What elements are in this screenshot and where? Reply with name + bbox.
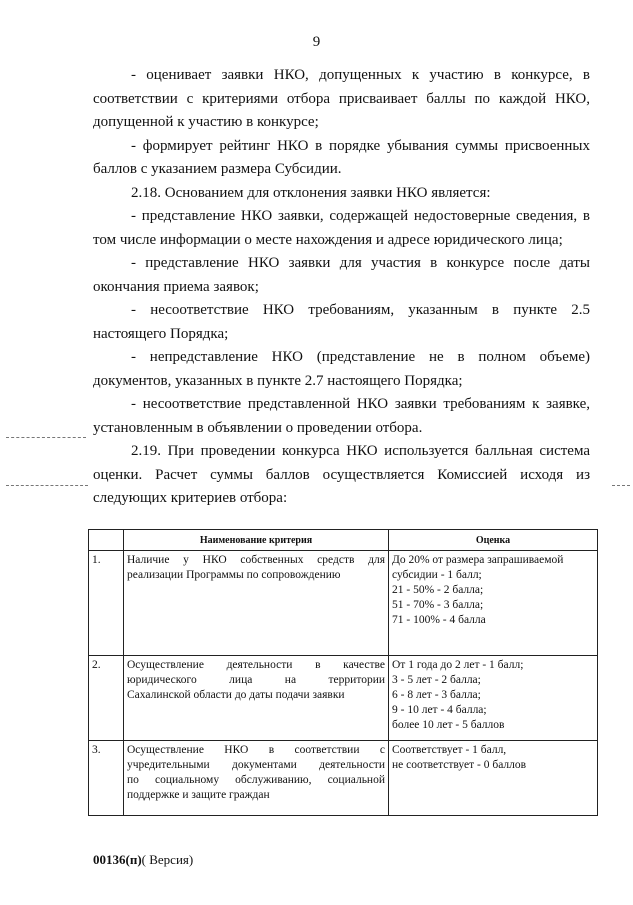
criterion-score-line: более 10 лет - 5 баллов	[392, 719, 505, 731]
text-line: - представление НКО заявки для участия в конкурсе после даты	[131, 255, 590, 271]
criterion-score	[389, 741, 598, 816]
criterion-score-line: Соответствует - 1 балл,	[392, 744, 507, 756]
text-line: том числе информации о месте нахождения и адресе юридического лица;	[93, 231, 563, 248]
criterion-score-line: субсидии - 1 балл;	[392, 569, 482, 581]
criterion-score-line: 21 - 50% - 2 балла;	[392, 584, 484, 596]
table-row	[89, 741, 598, 816]
criterion-score	[389, 551, 598, 656]
document-footer	[93, 852, 193, 868]
document-version: ( Версия)	[141, 852, 194, 867]
criterion-name-line: учредительными документами деятельности	[127, 759, 385, 771]
document-code: 00136(п)	[93, 852, 142, 867]
text-line: 2.18. Основанием для отклонения заявки НКО является:	[131, 184, 491, 201]
table-header-score: Оценка	[389, 530, 598, 551]
text-line: - оценивает заявки НКО, допущенных к участию в конкурсе, в	[131, 67, 590, 83]
criterion-score-line: не соответствует - 0 баллов	[392, 759, 527, 771]
criterion-name-line: реализации Программы по сопровождению	[127, 569, 341, 581]
scan-artifact	[612, 485, 630, 487]
scan-artifact	[6, 437, 86, 439]
text-line: - формирует рейтинг НКО в порядке убывания суммы присвоенных	[131, 137, 590, 154]
criterion-score	[389, 656, 598, 741]
text-line: - представление НКО заявки, содержащей недостоверные сведения, в	[131, 208, 590, 224]
criterion-name	[124, 741, 389, 816]
page-number: 9	[312, 34, 321, 50]
text-line: 2.19. При проведении конкурса НКО используется балльная система	[131, 443, 590, 459]
table-row	[89, 656, 598, 741]
criteria-table	[88, 529, 598, 816]
criterion-name	[124, 656, 389, 741]
text-line: следующих критериев отбора:	[93, 490, 288, 506]
criterion-score-line: 9 - 10 лет - 4 балла;	[392, 704, 487, 716]
text-line: допущенной к участию в конкурсе;	[93, 114, 319, 130]
criterion-name-line: по социальному обслуживанию, социальной	[127, 774, 385, 786]
text-line: - несоответствие НКО требованиям, указанным в пункте 2.5	[131, 302, 590, 318]
criterion-score-line: 51 - 70% - 3 балла;	[392, 599, 484, 611]
text-line: баллов с указанием размера Субсидии.	[93, 161, 342, 177]
text-line: - несоответствие представленной НКО заявки требованиям к заявке,	[131, 396, 590, 412]
criterion-name-line: юридического лица на территории	[127, 674, 385, 686]
criterion-score-line: 6 - 8 лет - 3 балла;	[392, 689, 481, 701]
criterion-name-line: Осуществление НКО в соответствии с	[127, 744, 385, 756]
text-line: окончания приема заявок;	[93, 278, 259, 295]
table-header-name: Наименование критерия	[124, 530, 389, 551]
criterion-score-line: 71 - 100% - 4 балла	[392, 614, 486, 626]
criterion-score-line: От 1 года до 2 лет - 1 балл;	[392, 659, 524, 671]
text-line: документов, указанных в пункте 2.7 настоящего Порядка;	[93, 372, 463, 389]
criterion-name-line: Наличие у НКО собственных средств для	[127, 554, 385, 566]
criterion-number: 2.	[89, 656, 124, 741]
table-header-num	[89, 530, 124, 551]
text-line: соответствии с критериями отбора присваивает баллы по каждой НКО,	[93, 90, 590, 107]
criterion-score-line: До 20% от размера запрашиваемой	[392, 554, 564, 566]
text-line: установленным в объявлении о проведении отбора.	[93, 419, 423, 436]
criterion-name	[124, 551, 389, 656]
scan-artifact	[6, 485, 88, 487]
table-row	[89, 551, 598, 656]
criterion-number: 3.	[89, 741, 124, 816]
body-text	[93, 64, 590, 511]
text-line: - непредставление НКО (представление не в полном объеме)	[131, 349, 590, 365]
table-header-row	[89, 530, 598, 551]
criterion-number: 1.	[89, 551, 124, 656]
criterion-name-line: поддержке и защите граждан	[127, 789, 270, 801]
criterion-name-line: Сахалинской области до даты подачи заявки	[127, 689, 345, 701]
text-line: настоящего Порядка;	[93, 325, 229, 342]
text-line: оценки. Расчет суммы баллов осуществляется Комиссией исходя из	[93, 466, 590, 483]
criterion-score-line: 3 - 5 лет - 2 балла;	[392, 674, 481, 686]
criterion-name-line: Осуществление деятельности в качестве	[127, 659, 385, 671]
